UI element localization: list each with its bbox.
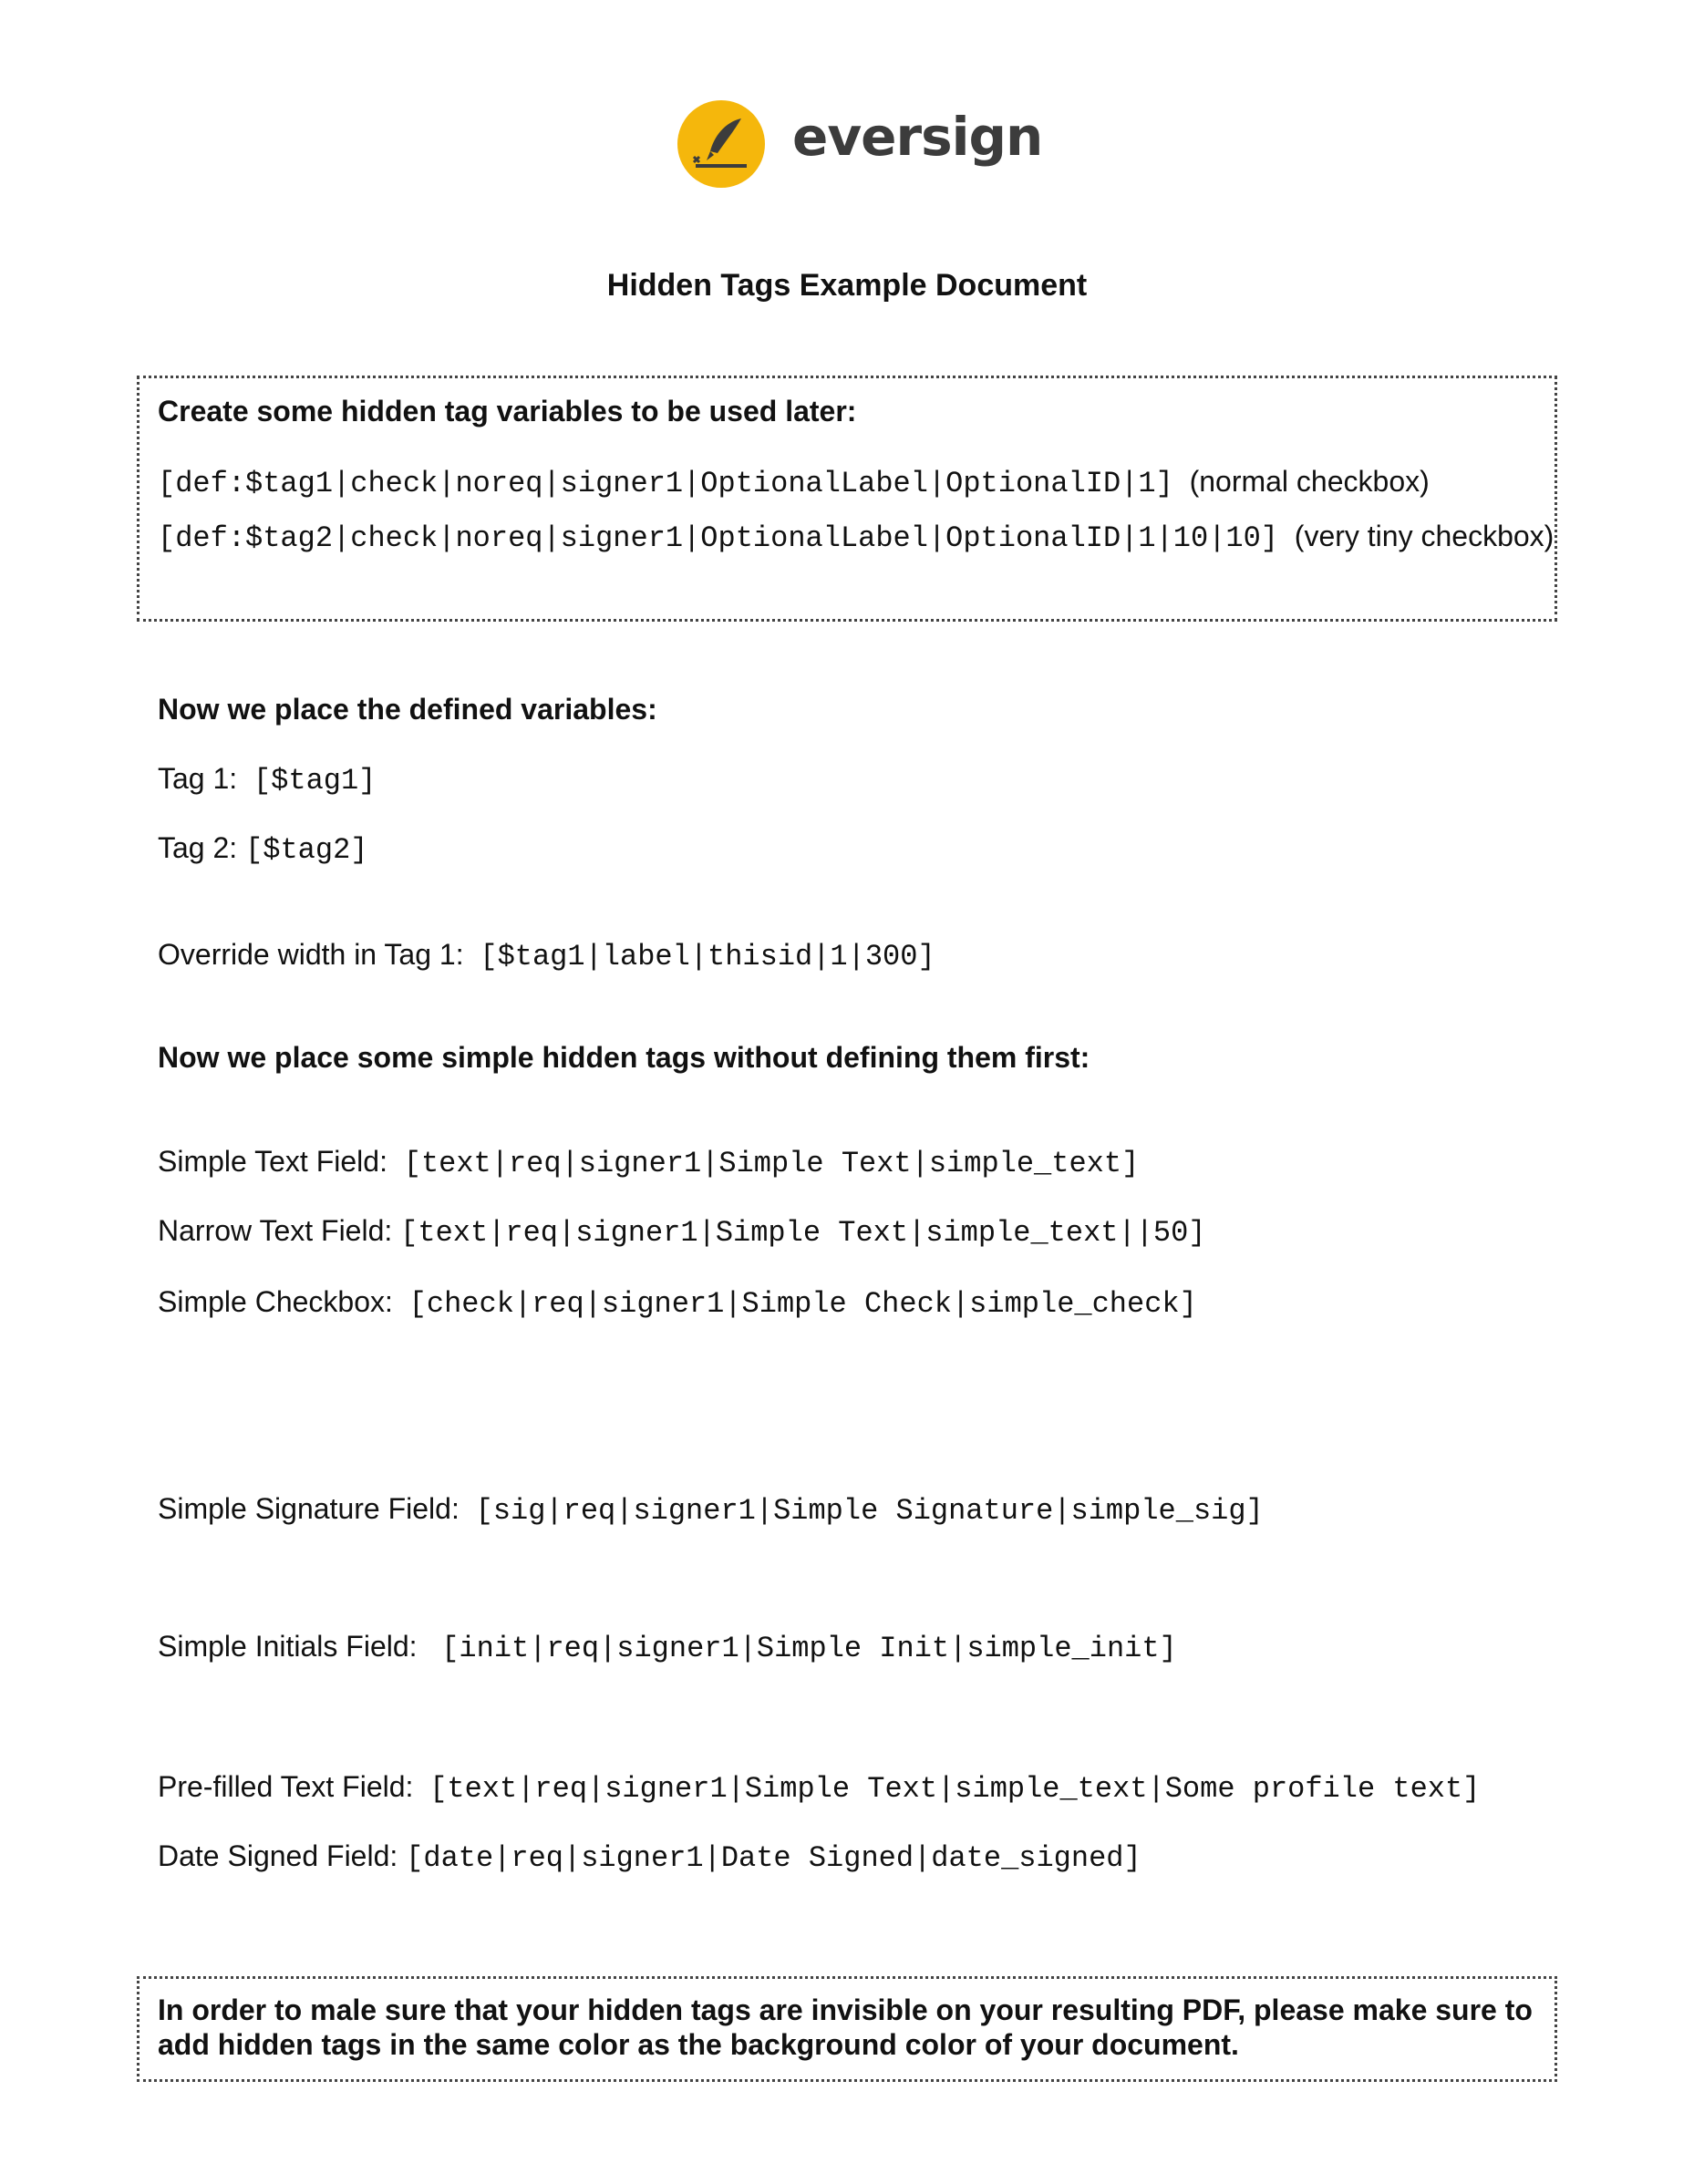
field-label: Tag 1: [158,762,238,795]
definition-code: [def:$tag2|check|noreq|signer1|OptionalLabel|OptionalID|1|10|10] [158,521,1278,555]
field-label: Override width in Tag 1: [158,938,464,971]
simple-heading: Now we place some simple hidden tags without defining them first: [158,1041,1090,1074]
field-label: Tag 2: [158,831,238,864]
field-code: [$tag2] [245,833,368,867]
narrow-text-field-line [158,1212,1206,1252]
definitions-heading: Create some hidden tag variables to be used later: [158,395,857,428]
field-code: [date|req|signer1|Date Signed|date_signed] [406,1841,1141,1875]
tag2-line [158,829,367,869]
field-code: [text|req|signer1|Simple Text|simple_text] [403,1147,1140,1180]
simple-signature-field-line [158,1490,1264,1530]
definition-line-tag1 [158,463,1430,502]
definition-note: (normal checkbox) [1189,465,1430,498]
simple-text-field-line [158,1143,1139,1182]
date-signed-field-line [158,1838,1141,1877]
override-line [158,936,935,975]
field-label: Narrow Text Field: [158,1214,393,1247]
field-code: [text|req|signer1|Simple Text|simple_text||50] [400,1216,1206,1250]
definition-note: (very tiny checkbox) [1294,520,1555,552]
tag1-line [158,760,376,799]
field-label: Simple Text Field: [158,1145,387,1178]
simple-initials-field-line [158,1628,1177,1667]
quill-pen-icon [677,100,765,188]
field-label: Date Signed Field: [158,1839,398,1872]
invisibility-note: In order to male sure that your hidden tags are invisible on your resulting PDF, please make sure to add hidden tags in the same color as the background color of your document. [158,1993,1533,2061]
field-label: Simple Checkbox: [158,1285,393,1318]
simple-checkbox-line [158,1283,1197,1323]
brand-wordmark: eversign [792,106,1043,168]
page-title: Hidden Tags Example Document [606,268,1088,303]
field-code: [init|req|signer1|Simple Init|simple_init] [441,1632,1177,1665]
field-label: Simple Initials Field: [158,1630,418,1663]
placement-heading: Now we place the defined variables: [158,693,657,726]
field-code: [text|req|signer1|Simple Text|simple_text|Some profile text] [429,1772,1481,1806]
field-code: [$tag1|label|thisid|1|300] [480,940,935,974]
brand-logo [677,98,1042,190]
field-code: [$tag1] [253,764,377,798]
prefilled-text-field-line [158,1768,1480,1808]
field-code: [check|req|signer1|Simple Check|simple_check] [408,1287,1197,1321]
field-label: Pre-filled Text Field: [158,1770,414,1803]
definition-code: [def:$tag1|check|noreq|signer1|OptionalLabel|OptionalID|1] [158,467,1173,500]
field-code: [sig|req|signer1|Simple Signature|simple_sig] [475,1494,1264,1528]
definition-line-tag2 [158,518,1554,557]
field-label: Simple Signature Field: [158,1492,460,1525]
